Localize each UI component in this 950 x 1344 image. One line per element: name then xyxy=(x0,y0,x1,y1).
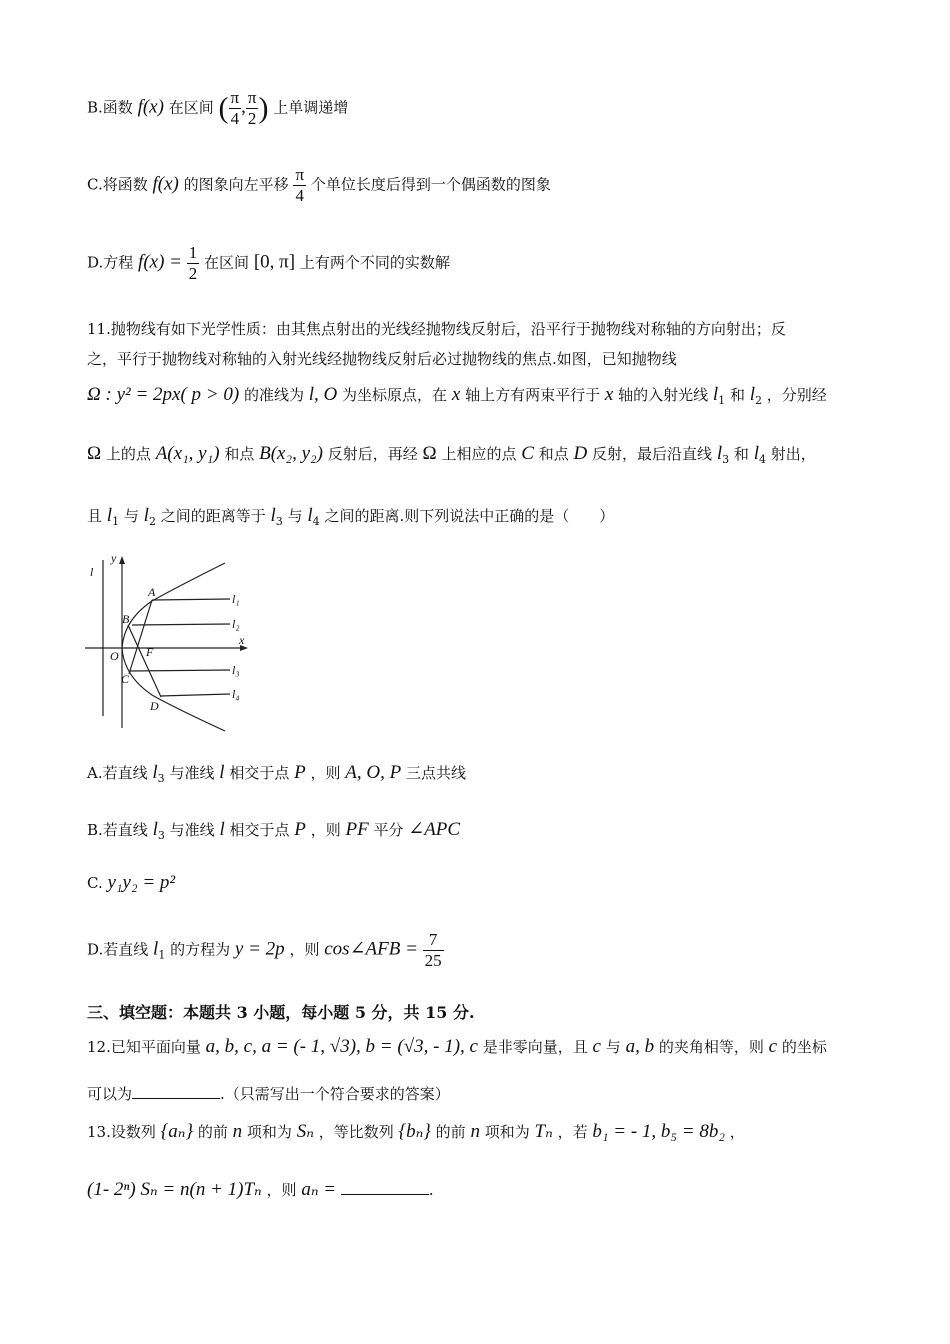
label-O: O xyxy=(110,649,119,663)
label-F: F xyxy=(146,645,154,659)
section-3-heading: 三、填空题：本题共 3 小题，每小题 5 分，共 15 分. xyxy=(87,1003,475,1022)
q11-line4: Ω 上的点 A(x₁, y₁) 和点 B(x₂, y₂) 反射后，再经 Ω 上相应的点 C 和点 D 反射，最后沿直线 $l_3$ 和 $l_4$ 射出， xyxy=(87,443,816,466)
q11-option-a: A.若直线 $l_3$ 与准线 l 相交于点 P ，则 A, O, P 三点共线 xyxy=(87,762,467,785)
label-l: l xyxy=(90,565,94,579)
q11-line5: 且 $l_1$ 与 $l_2$ 之间的距离等于 $l_3$ 与 $l_4$ 之间的距离.则下列说法中正确的是（ ） xyxy=(87,505,615,528)
math-fx: f(x) xyxy=(152,173,179,195)
y-arrow xyxy=(119,556,125,564)
ray-l1 xyxy=(152,599,230,600)
label-l4: l₄ xyxy=(232,687,240,701)
fraction: $\frac{\pi}{4}$ xyxy=(295,165,305,205)
option-c: C.将函数 f(x) 的图象向左平移 $\frac{\pi}{4}$ 个单位长度后得到一个偶函数的图象 xyxy=(87,165,551,205)
question-11-text: 11.抛物线有如下光学性质：由其焦点射出的光线经抛物线反射后，沿平行于抛物线对称轴的方向射出；反 之，平行于抛物线对称轴的入射光线经抛物线反射后必过抛物线的焦点.如图，已知抛物线 xyxy=(87,320,786,368)
question-12-line1: 12.已知平面向量 a, b, c, a = (- 1, √3), b = (√3, - 1), c 是非零向量，且 c 与 a, b 的夹角相等，则 c 的坐标 xyxy=(87,1036,827,1057)
ray-l2 xyxy=(132,624,230,625)
math-fx: f(x) xyxy=(137,96,164,118)
answer-blank[interactable] xyxy=(341,1180,429,1195)
label-l3: l₃ xyxy=(232,663,240,677)
fraction: $\frac{\pi}{4}$ xyxy=(230,88,240,128)
label-B: B xyxy=(122,612,130,626)
fraction: $\frac{1}{2}$ xyxy=(188,243,198,283)
label-A: A xyxy=(148,585,156,599)
ray-AC xyxy=(129,600,152,674)
option-b: B.函数 f(x) 在区间 ( $\frac{\pi}{4}$ , $\frac{\pi}{2}$ ) 上单调递增 xyxy=(87,88,349,128)
fraction: $\frac{\pi}{2}$ xyxy=(247,88,257,128)
question-12-line2: 可以为 .（只需写出一个符合要求的答案） xyxy=(87,1085,450,1103)
ray-l3 xyxy=(130,670,230,671)
parabola-figure xyxy=(80,548,270,738)
option-d: D.方程 f(x) = $\frac{1}{2}$ 在区间 [0, π] 上有两个不同的实数解 xyxy=(87,243,450,283)
math-fx: f(x) = xyxy=(138,251,182,273)
fraction: $\frac{7}{25}$ xyxy=(424,930,442,970)
q11-option-b: B.若直线 $l_3$ 与准线 l 相交于点 P ，则 PF 平分 ∠APC xyxy=(87,819,461,842)
ray-l4 xyxy=(160,694,230,696)
question-13-line2: (1- 2ⁿ) Sₙ = n(n + 1)Tₙ ，则 aₙ = . xyxy=(87,1179,434,1200)
label-l1: l₁ xyxy=(232,592,240,606)
q11-line3: Ω : y² = 2px( p > 0) 的准线为 l, O 为坐标原点，在 x 轴上方有两束平行于 x 轴的入射光线 $l_1$ 和 $l_2$ ，分别经 xyxy=(87,384,827,407)
label-C: C xyxy=(121,672,130,686)
q11-option-c: C. y₁y₂ = p² xyxy=(87,872,176,893)
q11-option-d: D.若直线 $l_1$ 的方程为 y = 2p ，则 cos∠AFB = $\frac{7}{25}$ xyxy=(87,930,442,970)
question-13-line1: 13.设数列 {aₙ} 的前 n 项和为 Sₙ ，等比数列 {bₙ} 的前 n 项和为 Tₙ ，若 b₁ = - 1, b₅ = 8b₂ ， xyxy=(87,1121,745,1142)
label-l2: l₂ xyxy=(232,617,240,631)
label-y: y xyxy=(111,551,117,565)
label-D: D xyxy=(150,699,159,713)
label-x: x xyxy=(239,633,245,647)
answer-blank[interactable] xyxy=(132,1084,220,1099)
